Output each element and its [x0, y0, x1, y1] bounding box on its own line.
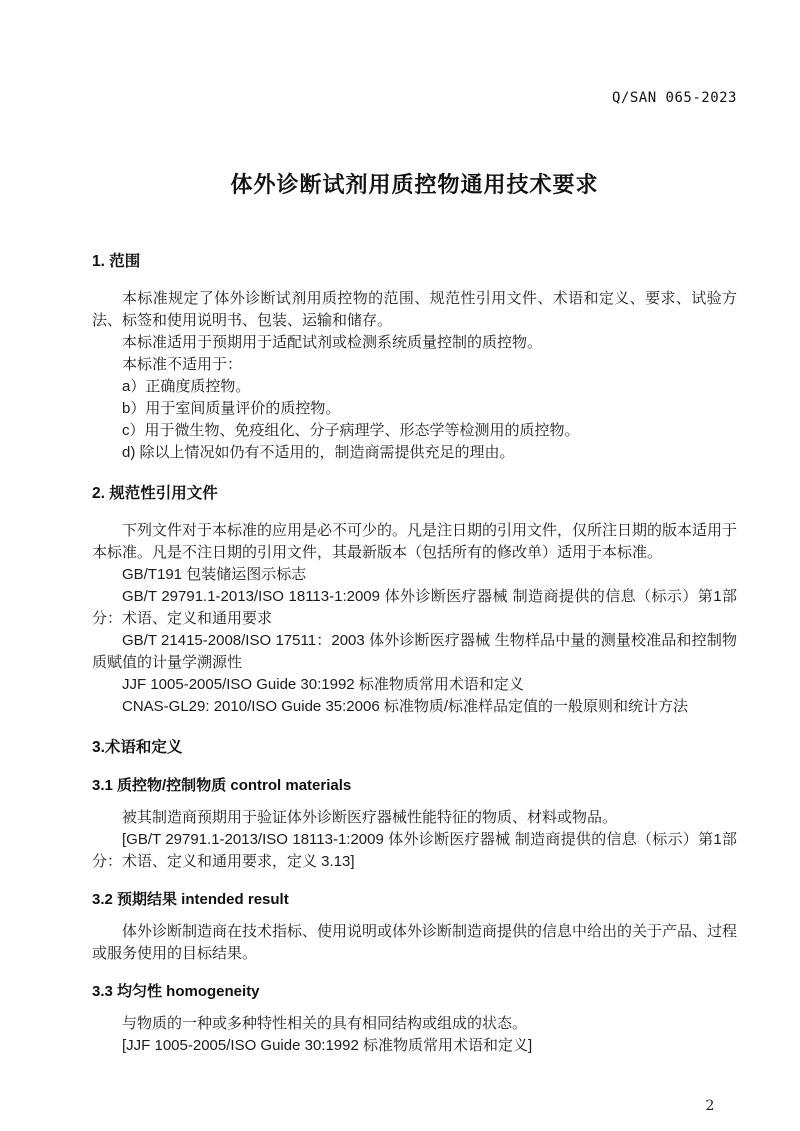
section-3-heading: 3.术语和定义 — [92, 739, 183, 756]
section-1-list-item: a）正确度质控物。 — [122, 378, 251, 395]
section-1-list-item: d) 除以上情况如仍有不适用的，制造商需提供充足的理由。 — [122, 444, 515, 461]
definition-3-3-heading: 3.3 均匀性 homogeneity — [92, 983, 260, 1000]
definition-3-3-body: 与物质的一种或多种特性相关的具有相同结构或组成的状态。 — [122, 1015, 528, 1032]
reference-item: GB/T 29791.1-2013/ISO 18113-1:2009 体外诊断医疗器械 制造商提供的信息（标示）第1部分：术语、定义和通用要求 — [92, 588, 737, 627]
definition-3-1-body: 被其制造商预期用于验证体外诊断医疗器械性能特征的物质、材料或物品。 — [122, 809, 618, 826]
doc-number: Q/SAN 065-2023 — [611, 90, 737, 106]
definition-3-3-citation: [JJF 1005-2005/ISO Guide 30:1992 标准物质常用术语和定义] — [122, 1037, 533, 1054]
page-title: 体外诊断试剂用质控物通用技术要求 — [230, 172, 599, 197]
reference-item: JJF 1005-2005/ISO Guide 30:1992 标准物质常用术语和定义 — [122, 676, 524, 693]
definition-3-1-heading: 3.1 质控物/控制物质 control materials — [92, 777, 352, 794]
section-1-heading: 1. 范围 — [92, 253, 141, 270]
page-number: 2 — [705, 1098, 715, 1114]
definition-3-1-citation: [GB/T 29791.1-2013/ISO 18113-1:2009 体外诊断医疗器械 制造商提供的信息（标示）第1部分：术语、定义和通用要求，定义 3.13] — [92, 831, 737, 870]
reference-item: GB/T191 包装储运图示标志 — [122, 566, 307, 583]
reference-item: CNAS-GL29: 2010/ISO Guide 35:2006 标准物质/标准样品定值的一般原则和统计方法 — [122, 698, 688, 715]
section-2-intro: 下列文件对于本标准的应用是必不可少的。凡是注日期的引用文件，仅所注日期的版本适用于本标准。凡是不注日期的引用文件，其最新版本（包括所有的修改单）适用于本标准。 — [92, 522, 738, 561]
document-content — [92, 0, 737, 1057]
section-1-paragraph: 本标准规定了体外诊断试剂用质控物的范围、规范性引用文件、术语和定义、要求、试验方法、标签和使用说明书、包装、运输和储存。 — [92, 290, 737, 329]
reference-item: GB/T 21415-2008/ISO 17511：2003 体外诊断医疗器械 生物样品中量的测量校准品和控制物质赋值的计量学溯源性 — [92, 632, 737, 671]
definition-3-2-heading: 3.2 预期结果 intended result — [92, 891, 289, 908]
definition-3-2-body: 体外诊断制造商在技术指标、使用说明或体外诊断制造商提供的信息中给出的关于产品、过程或服务使用的目标结果。 — [92, 923, 738, 962]
section-2-heading: 2. 规范性引用文件 — [92, 485, 218, 502]
section-1-paragraph: 本标准适用于预期用于适配试剂或检测系统质量控制的质控物。 — [122, 334, 543, 351]
section-1-list-item: c）用于微生物、免疫组化、分子病理学、形态学等检测用的质控物。 — [122, 422, 580, 439]
section-1-paragraph: 本标准不适用于： — [122, 356, 243, 373]
section-1-list-item: b）用于室间质量评价的质控物。 — [122, 400, 341, 417]
